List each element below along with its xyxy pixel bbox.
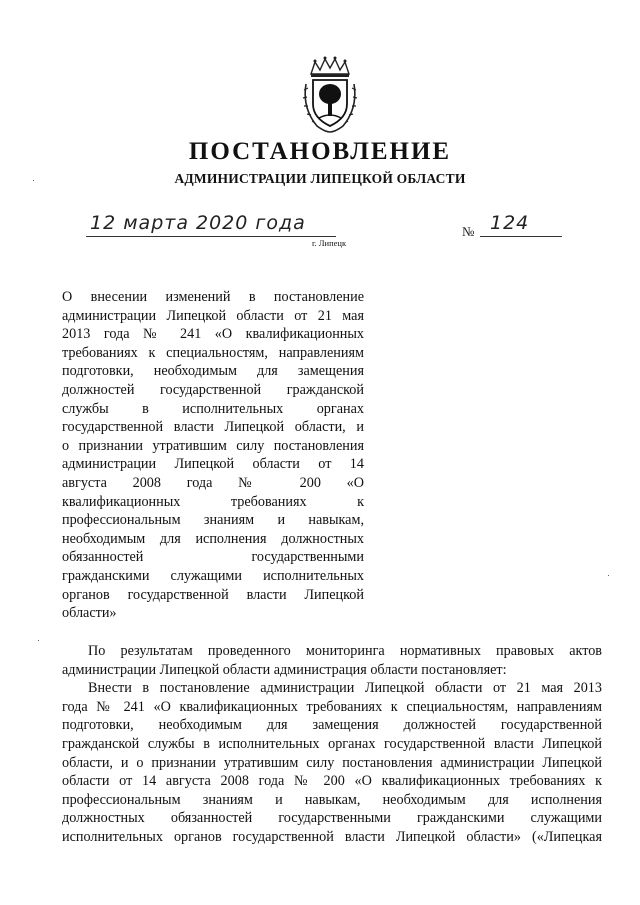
subject-line: подготовки, необходимым для замещения [62,363,364,380]
subject-line: обязанностей государственными [62,549,364,566]
body-line: гражданской службы в исполнительных органах государственной власти Липецкой [62,735,602,752]
subject-line: августа 2008 года № 200 «О [62,474,364,491]
body-line: подготовки, необходимым для замещения должностей государственной [62,717,602,734]
operative-paragraph [62,679,602,846]
body-line: года № 241 «О квалификационных требованиях к специальностям, направлениям [62,698,602,715]
document-title: ПОСТАНОВЛЕНИЕ [188,138,452,165]
issuing-authority: АДМИНИСТРАЦИИ ЛИПЕЦКОЙ ОБЛАСТИ [174,171,466,186]
subject-line: государственной власти Липецкой области, и [62,419,364,436]
body-line: По результатам проведенного мониторинга нормативных правовых актов [88,643,602,659]
number-sign: № [462,224,475,239]
date-underline [86,236,336,237]
number-underline [480,236,562,237]
subject-line: службы в исполнительных органах [62,400,364,417]
body-line: администрации Липецкой области администрация области постановляет: [62,661,507,678]
scan-speck [33,180,34,181]
subject-line: администрации Липецкой области от 14 [62,456,364,473]
resolution-subject [62,288,364,623]
scan-speck [38,640,39,641]
subject-line: 2013 года № 241 «О квалификационных [62,326,364,343]
body-line: области, и о признании утратившим силу постановления администрации Липецкой [62,754,602,771]
subject-line: требованиях к специальностям, направлениям [62,344,364,361]
body-line: области от 14 августа 2008 года № 200 «О квалификационных требованиях к [62,773,602,790]
subject-line: профессиональным знаниям и навыкам, [62,512,364,529]
city-label: г. Липецк [312,238,347,248]
subject-line: о признании утратившим силу постановления [62,437,364,454]
subject-line: администрации Липецкой области от 21 мая [62,307,364,324]
subject-line: квалификационных требованиях к [62,493,364,510]
preamble-paragraph [62,642,602,679]
body-line: исполнительных органов государственной власти Липецкой области» («Липецкая [62,828,602,845]
handwritten-number: 124 [490,212,530,234]
body-line: профессиональным знаниям и навыкам, необходимым для исполнения [62,791,602,808]
subject-line: гражданскими служащими исполнительных [62,567,364,584]
subject-line: области» [62,605,117,622]
coat-of-arms-emblem [299,56,361,134]
body-line: должностных обязанностей государственными гражданскими служащими [62,810,602,827]
subject-line: должностей государственной гражданской [62,381,364,398]
subject-line: органов государственной власти Липецкой [62,586,364,603]
handwritten-date: 12 марта 2020 года [90,212,306,234]
subject-line: необходимым для исполнения должностных [62,530,364,547]
body-line: Внести в постановление администрации Липецкой области от 21 мая 2013 [88,680,602,697]
scan-speck [608,575,609,576]
subject-line: О внесении изменений в постановление [62,289,364,305]
resolution-body [62,642,602,847]
